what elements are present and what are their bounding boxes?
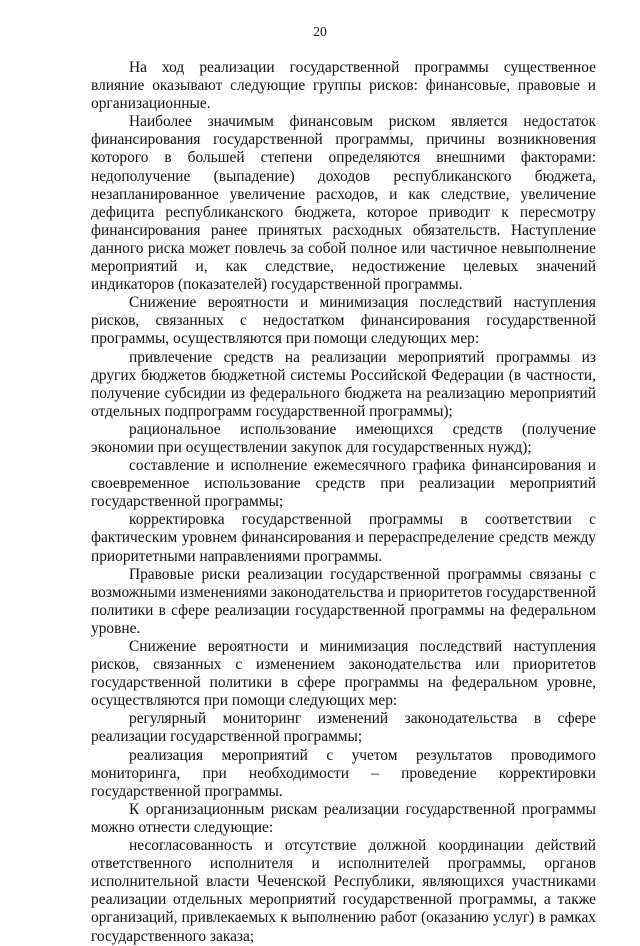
paragraph-risk-groups: На ход реализации государственной программы существенное влияние оказывают следующие группы рисков: финансовые, правовые и организационные. (91, 59, 596, 113)
paragraph-financial-mitigation-intro: Снижение вероятности и минимизация последствий наступления рисков, связанных с недостатком финансирования государственной программы, осуществляются при помощи следующих мер: (91, 294, 596, 348)
paragraph-legal-risk: Правовые риски реализации государственной программы связаны с возможными изменениями законодательства и приоритетов государственной политики в сфере реализации государственной программы на федеральном уровне. (91, 565, 596, 637)
paragraph-legal-mitigation-intro: Снижение вероятности и минимизация последствий наступления рисков, связанных с изменением законодательства или приоритетов государственной политики в сфере программы на федеральном уровне, осуществляются при помощи следующих мер: (91, 638, 596, 710)
list-item-monitoring-based-actions: реализация мероприятий с учетом результатов проводимого мониторинга, при необходимости – проведение корректировки государственной программы. (91, 746, 596, 800)
list-item-legislation-monitoring: регулярный мониторинг изменений законодательства в сфере реализации государственной программы; (91, 710, 596, 746)
list-item-coordination-issues: несогласованность и отсутствие должной координации действий ответственного исполнителя и исполнителей программы, органов исполнительной власти Чеченской Республики, являющихся участниками реализации отдельных мероприятий государственной программы, а также организаций, привлекаемых к выполнению работ (оказанию услуг) в рамках государственного заказа; (91, 837, 596, 945)
list-item-program-adjustment: корректировка государственной программы в соответствии с фактическим уровнем финансирования и перераспределение средств между приоритетными направлениями программы. (91, 511, 596, 565)
list-item-monthly-schedule: составление и исполнение ежемесячного графика финансирования и своевременное использование средств при реализации мероприятий государственной программы; (91, 457, 596, 511)
page-number: 20 (313, 24, 327, 39)
list-item-attract-funds: привлечение средств на реализации мероприятий программы из других бюджетов бюджетной системы Российской Федерации (в частности, получение субсидии из федерального бюджета на реализацию мероприятий отдельных подпрограмм государственной программы); (91, 348, 596, 420)
body-text (91, 59, 596, 946)
paragraph-financial-risk: Наиболее значимым финансовым риском является недостаток финансирования государственной программы, причины возникновения которого в большей степени определяются внешними факторами: недополучение (выпадение) доходов республиканского бюджета, незапланированное увеличение расходов, и как следствие, увеличение дефицита республиканского бюджета, которое приводит к пересмотру финансирования ранее принятых расходных обязательств. Наступление данного риска может повлечь за собой полное или частичное невыполнение мероприятий и, как следствие, недостижение целевых значений индикаторов (показателей) государственной программы. (91, 113, 596, 294)
paragraph-organizational-risk: К организационным рискам реализации государственной программы можно отнести следующие: (91, 800, 596, 836)
list-item-rational-use: рациональное использование имеющихся средств (получение экономии при осуществлении закупок для государственных нужд); (91, 420, 596, 456)
